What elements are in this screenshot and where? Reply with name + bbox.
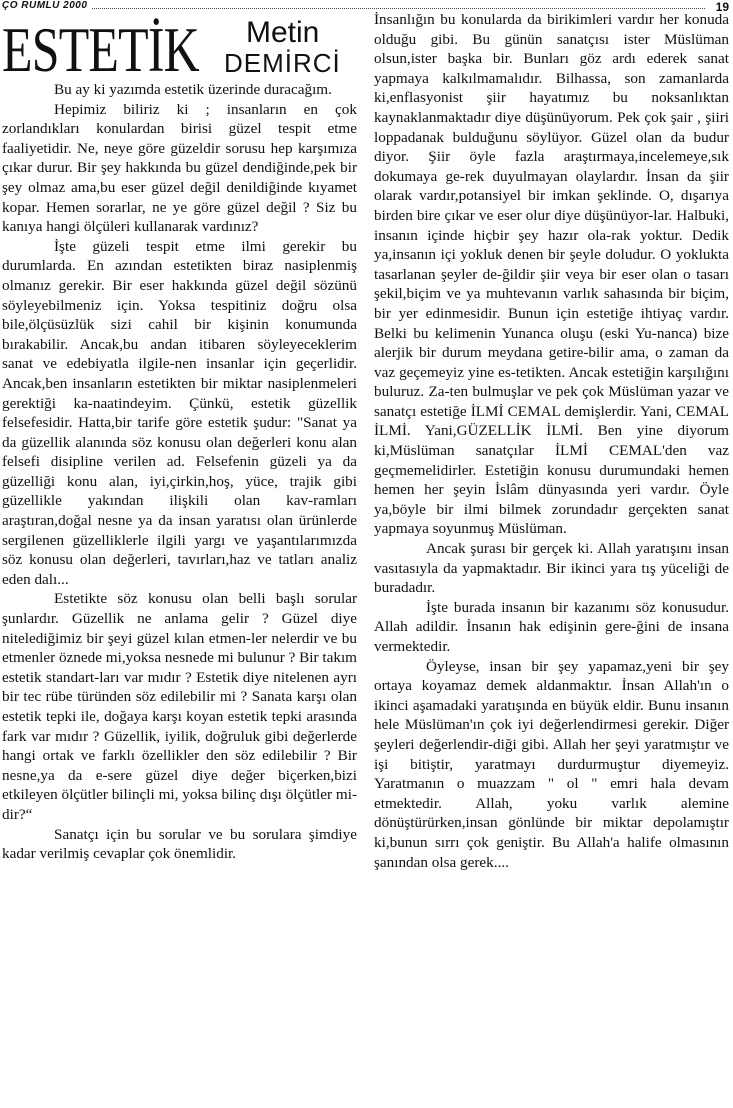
paragraph: İnsanlığın bu konularda da birikimleri vardır her konuda olduğu gibi. Bu günün sanatçısı ister Müslüman olsun,ister başka bir. Bunları göz ardı ederek sanat yapmaya kalkılmamalıdır. Bilhassa, son zamanlarda ki,enflasyonist şiir hayatımız bu noksanlıktan kaynaklanmaktadır diye düşünüyorum. Pek çok şair , şiiri loppadanak bulduğunu söylüyor. Güzel olan da budur diyor. Şiir öyle fazla araştırmaya,incelemeye,sık dokumaya ge-rek duyulmayan olaylardır. İnsan da şiir olarak vardır,potansiyel bir imkan şeklinde. O, dışarıya birden bire çıkar ve eser olur diye düşünüyor-lar. Halbuki, insanın içinde hiçbir şey hazır ola-rak yoktur. Dedik ya,insanın içi yokluk denen bir şeyle doludur. O yoklukta tasarlanan şeyler de-ğildir şiir veya bir eser olan o tasarı şekil,biçim ve ya muhtevanın varlık sahasında bir biçim, bir yer edinmesidir. Bunun için estetiğe ihtiyaç vardır. Belki bu kelimenin Yunanca oluşu (eski Yu-nanca) bize alerjik bir durum meydana getire-bilir ama, o zaman da vaz geçemeyiz yine es-tetikten. Ancak estetiğin karşılığını buluruz. Za-ten bulmuşlar ve pek çok Müslüman yazar ve sanatçı estetiğe İLMİ CEMAL demişlerdir. Yani, CEMAL İLMİ. Yani,GÜZELLİK İLMİ. Ben yine diyorum ki,Müslüman sanatçılar İLMİ CEMAL'den vaz geçmemelidirler. Estetiğin konusu durumundaki hemen hemen her şeyin İslâm dünyasında yeri vardır. Öyle ya,böyle bir ilmi bilmek zorundadır gerçekten sanat yapmaya soyunmuş Müslüman.	[374, 11, 729, 538]
paragraph: Estetikte söz konusu olan belli başlı sorular şunlardır. Güzellik ne anlama gelir ? Güzel diye nitelediğimiz bir şeyi güzel kılan etmen-ler nelerdir ve bu etmenler öznede mi,yoksa nesnede mi bulunur ? Bir takım estetik standart-ları var mıdır ? Estetik diye nitelenen ayrı bir tec rübe türünden söz edilebilir mi ? Sanata karşı olan estetik tepki ile, doğaya karşı koyan estetik tepki arasında fark var mıdır ? Güzellik, iyilik, doğruluk gibi değerlerde hangi ortak ve farklı özellikler den söz edilebilir ? Bir nesne,ya da e-sere güzel diye değer biçerken,bizi etkileyen ölçütler bilinçli mi, yoksa bilinç dışı ölçütler mi-dir?“	[2, 590, 357, 823]
page-number: 19	[715, 0, 729, 14]
header-dotted-rule	[92, 8, 705, 9]
article-title: ESTETİK	[2, 14, 199, 85]
paragraph: Öyleyse, insan bir şey yapamaz,yeni bir şey ortaya koyamaz demek aldanmaktır. İnsan Allah'ın o ikinci aşamadaki yaratışında en büyük eldir. Bunu insanın hele Müslüman'ın çok iyi değerlendirmesi gerekir. Diğer şeyleri değerlendir-diği gibi. Allah her şeyi yaratmıştır ve işi bitiştir, yaratmayı durdurmuştur diyemeyiz. Yaratmanın o muazzam " ol " emri hala devam etmektedir. Allah, yoku varlık alemine dönüştürürken,insan gönlünde bir miktar depolamıştır ki,bunun sırrı çok geniştir. Bu Allah'a halife olmasının şanından olsa gerek....	[374, 657, 729, 871]
magazine-name: ÇO RUMLU 2000	[2, 0, 88, 11]
paragraph: Ancak şurası bir gerçek ki. Allah yaratışını insan vasıtasıyla da yapmaktadır. Bir ikinci yara tış yüceliği de buradadır.	[374, 540, 729, 597]
paragraph: Hepimiz biliriz ki ; insanların en çok zorlandıkları konulardan birisi güzel tespit etme faaliyetidir. Ne, neye göre güzeldir sorusu hep karşımıza çıkar durur. Bir şey hakkında bu güzel dendiğinde,pek bir şey olmaz ama,bu eser güzel değil denildiğinde kıyamet kopar. Hemen sorarlar, ne ye göre güzel değil ? Siz bu kanıya hangi ölçüleri kullanarak vardınız?	[2, 100, 357, 236]
author-first-name: Metin	[246, 16, 320, 49]
author-last-name: DEMİRCİ	[224, 48, 341, 78]
left-column	[2, 80, 357, 864]
right-column	[374, 10, 729, 872]
paragraph: Bu ay ki yazımda estetik üzerinde duracağım.	[54, 81, 332, 98]
paragraph: İşte güzeli tespit etme ilmi gerekir bu durumlarda. En azından estetikten biraz nasiplenmiş olmanız gerekir. Bir eser hakkında güzel değil sözünü söyleyebilmeniz için. Yoksa tespitiniz doğru olsa bile,ölçüsüzlük sizi cahil bir kişinin konumunda bırakabilir. Ancak,bu andan itibaren söyleyeceklerim sanat ve edebiyatla ilgile-nen insanlar için geçerlidir. Ancak,ben insanların estetikten bir miktar nasiplenmeleri gerektiği ka-naatindeyim. Çünkü, estetik güzellik felsefesidir. Hatta,bir tarife göre estetik şudur: "Sanat ya da güzellik alanında söz konusu olan değerleri konu alan felsefi disipline verilen ad. Felsefenin güzeli ya da güzelliği konu alan, iyi,çirkin,hoş, yüce, trajik gibi güzellikle yakından ilişkili olan kav-ramları araştıran,doğal nesne ya da insan yaratısı olan ürünlerde sergilenen güzelliklerle ilgili yargı ve yaşantılarımızda söz konusu olan değerleri, tavırları,haz ve tatları analiz eden dalı...	[2, 237, 357, 588]
paragraph: Sanatçı için bu sorular ve bu sorulara şimdiye kadar verilmiş cevaplar çok önemlidir.	[2, 825, 357, 863]
paragraph: İşte burada insanın bir kazanımı söz konusudur. Allah adildir. İnsanın hak edişinin gere-ğini de insana vermektedir.	[374, 598, 729, 655]
